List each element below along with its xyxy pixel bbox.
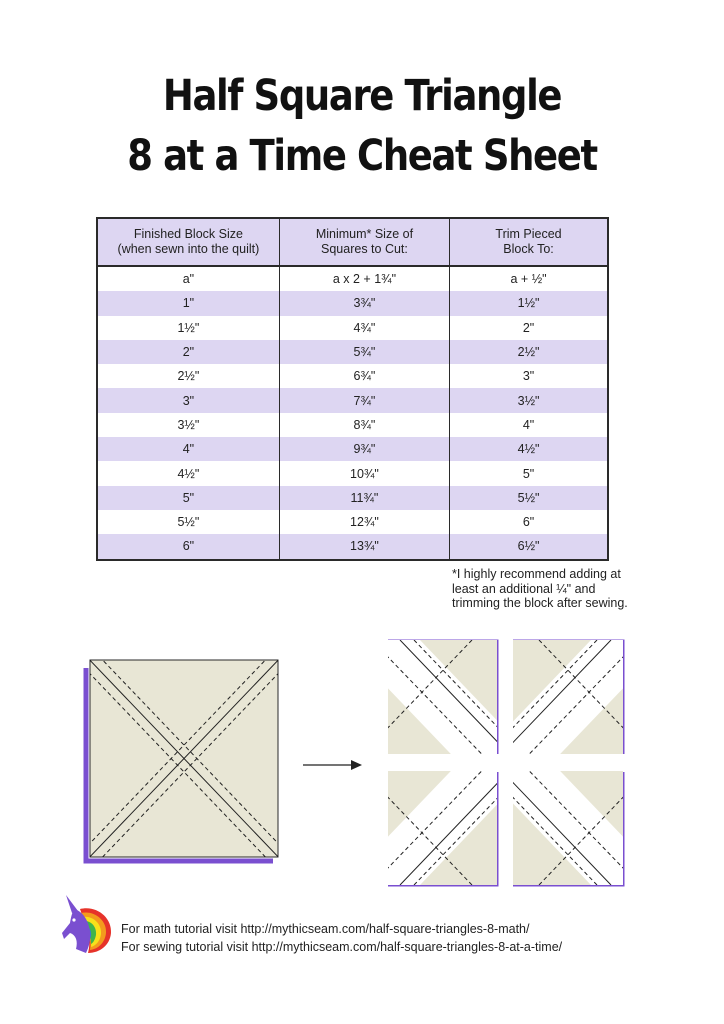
quarter-bottom-right (501, 751, 631, 885)
quarter-top-left (380, 640, 510, 774)
table-row (97, 486, 608, 510)
quarter-top-right (501, 640, 631, 774)
cell-min-square-size: 3¾" (279, 291, 449, 315)
cell-min-square-size: 13¾" (279, 534, 449, 559)
cell-trim-size: 5" (522, 466, 535, 481)
table-row (97, 388, 608, 412)
header-text: Trim Pieced (495, 227, 562, 241)
table-row (97, 340, 608, 364)
header-min-square-size (279, 218, 449, 266)
cell-finished-size: a" (97, 266, 279, 291)
cell-finished-size: 6" (97, 534, 279, 559)
cell-trim-size: 6½" (450, 534, 608, 559)
cell-finished-size: 4" (97, 437, 279, 461)
cell-finished-size: 5" (97, 486, 279, 510)
cell-trim-size: 4" (522, 417, 535, 432)
footnote-line: trimming the block after sewing. (452, 596, 628, 610)
table-row (97, 316, 608, 340)
page-title (51, 66, 674, 186)
header-text: (when sewn into the quilt) (117, 242, 260, 256)
cell-min-square-size: 4¾" (279, 316, 449, 340)
header-text: Minimum* Size of (315, 227, 414, 241)
hst-diagram (0, 630, 724, 895)
table-row (97, 437, 608, 461)
table-row (97, 291, 608, 315)
table-row (97, 534, 608, 559)
cell-finished-size: 5½" (97, 510, 279, 534)
cell-trim-size: 6" (522, 515, 535, 530)
math-tutorial-link[interactable]: For math tutorial visit http://mythicseam.com/half-square-triangles-8-math/ (121, 922, 530, 936)
table-header-row (97, 218, 608, 266)
footnote (452, 567, 692, 611)
cut-quarters-illustration (380, 640, 631, 885)
cell-min-square-size: 12¾" (279, 510, 449, 534)
header-text: Squares to Cut: (321, 242, 408, 256)
uncut-square-illustration (74, 651, 294, 866)
sewing-tutorial-link[interactable]: For sewing tutorial visit http://mythicseam.com/half-square-triangles-8-at-a-time/ (121, 940, 563, 954)
header-trim-size (450, 218, 608, 266)
cell-trim-size: 4½" (450, 437, 608, 461)
rainbow-unicorn-icon (62, 893, 114, 955)
cell-trim-size: 5½" (450, 486, 608, 510)
cell-min-square-size: 6¾" (279, 364, 449, 388)
cell-finished-size: 2½" (97, 364, 279, 388)
cell-min-square-size: 9¾" (279, 437, 449, 461)
cell-min-square-size: 10¾" (279, 461, 449, 485)
title-line-2: 8 at a Time Cheat Sheet (127, 131, 597, 181)
cell-finished-size: 3½" (97, 413, 279, 437)
table-row (97, 364, 608, 388)
cheat-sheet-table (96, 217, 609, 561)
table-row (97, 266, 608, 291)
header-text: Block To: (503, 242, 554, 256)
right-arrow-icon (303, 760, 362, 770)
cell-trim-size: a + ½" (510, 272, 547, 287)
cell-finished-size: 1" (97, 291, 279, 315)
cell-min-square-size: a x 2 + 1¾" (279, 266, 449, 291)
table-row (97, 510, 608, 534)
cell-trim-size: 3½" (450, 388, 608, 412)
table-row (97, 461, 608, 485)
cell-min-square-size: 11¾" (279, 486, 449, 510)
cell-finished-size: 4½" (97, 461, 279, 485)
cell-min-square-size: 8¾" (279, 413, 449, 437)
footnote-line: *I highly recommend adding at (452, 567, 621, 581)
quarter-bottom-left (380, 751, 510, 885)
table-row (97, 413, 608, 437)
header-text: Finished Block Size (133, 227, 243, 241)
footnote-line: least an additional ¼" and (452, 581, 596, 596)
cell-min-square-size: 7¾" (279, 388, 449, 412)
cell-trim-size: 3" (522, 369, 535, 384)
cell-trim-size: 2" (522, 320, 535, 335)
header-finished-size (97, 218, 279, 266)
cell-finished-size: 2" (97, 340, 279, 364)
cell-trim-size: 1½" (450, 291, 608, 315)
tutorial-links (121, 920, 562, 956)
cell-finished-size: 3" (97, 388, 279, 412)
cell-finished-size: 1½" (97, 316, 279, 340)
cell-trim-size: 2½" (450, 340, 608, 364)
cell-min-square-size: 5¾" (279, 340, 449, 364)
title-line-1: Half Square Triangle (162, 71, 562, 121)
